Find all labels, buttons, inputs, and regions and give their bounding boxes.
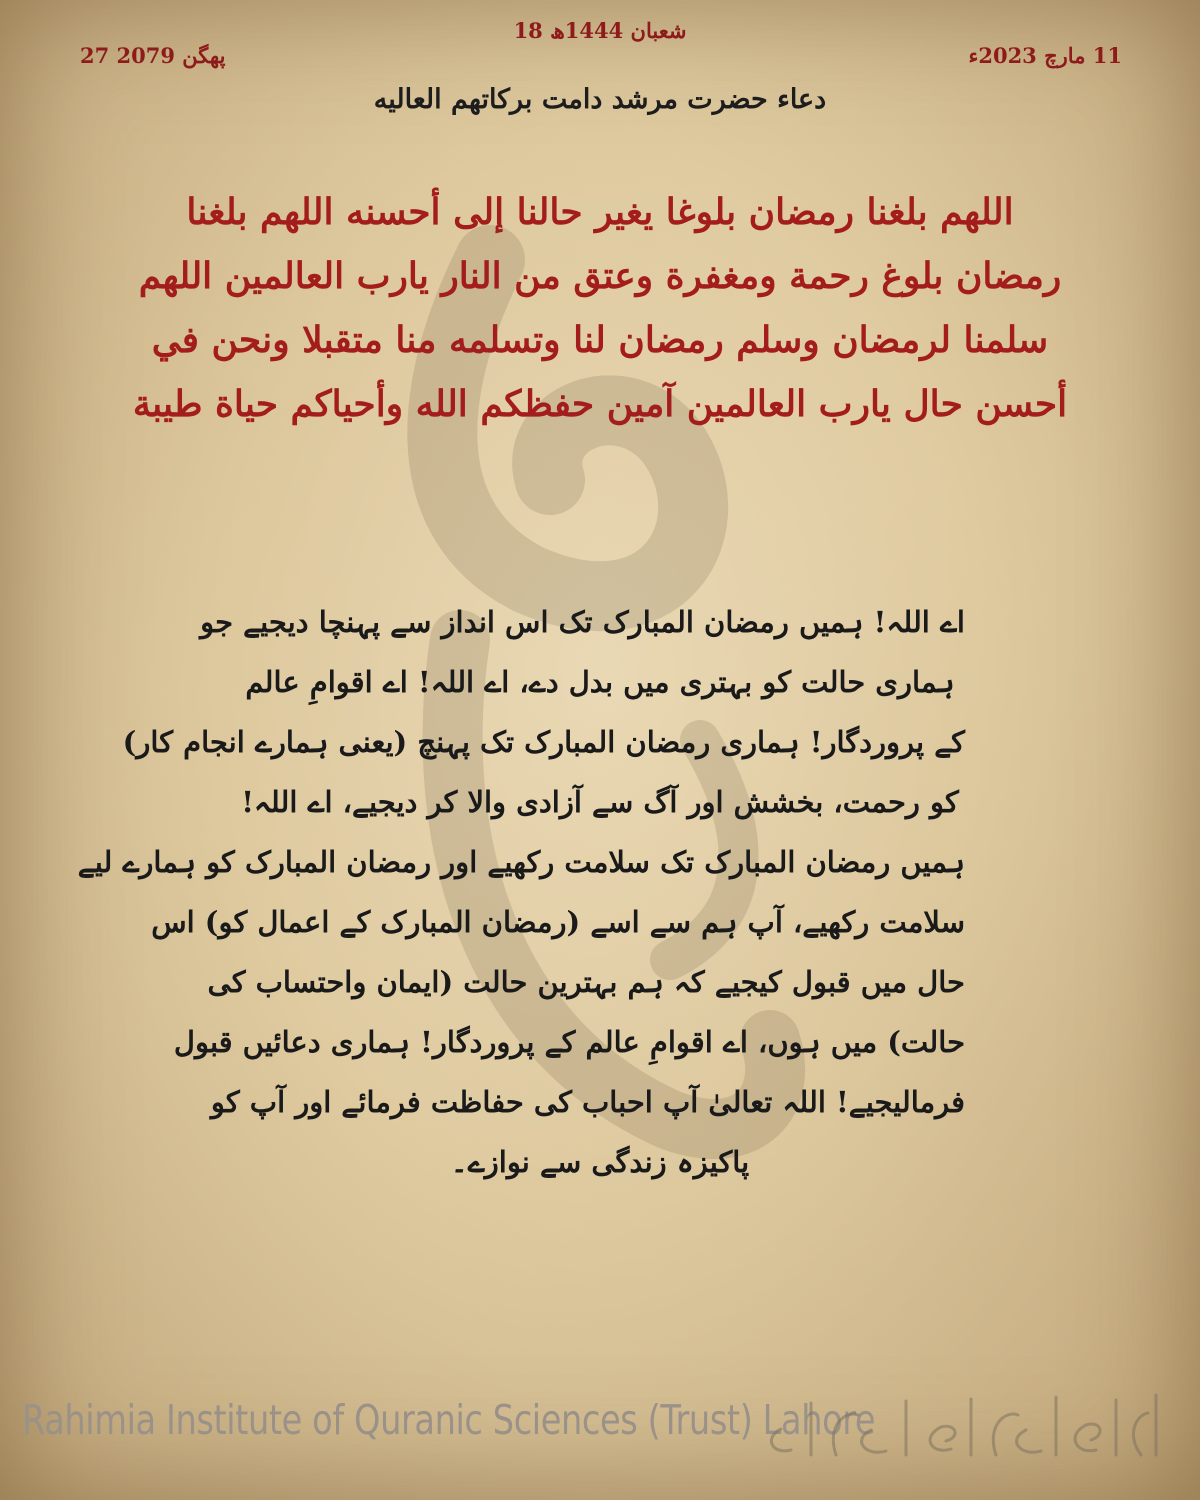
urdu-line: فرمالیجیے! اللہ تعالیٰ آپ احباب کی حفاظت فرمائے اور آپ کو: [210, 1085, 965, 1119]
urdu-line: ہمیں رمضان المبارک تک سلامت رکھیے اور رمضان المبارک کو ہمارے لیے: [77, 845, 965, 879]
arabic-line: أحسن حال يارب العالمين آمين حفظكم الله وأحياكم حياة طيبة: [132, 383, 1068, 425]
urdu-line: حال میں قبول کیجیے کہ ہم بہترین حالت (ایمان واحتساب کی: [207, 965, 965, 999]
gregorian-date: 11 مارچ 2023ء: [968, 43, 1122, 68]
urdu-line: پاکیزہ زندگی سے نوازے۔: [450, 1145, 750, 1179]
urdu-line: سلامت رکھیے، آپ ہم سے اسے (رمضان المبارک کے اعمال کو) اس: [151, 905, 965, 939]
urdu-line: حالت) میں ہوں، اے اقوامِ عالم کے پروردگار! ہماری دعائیں قبول: [173, 1025, 965, 1059]
hijri-date: 18 شعبان 1444ھ: [513, 18, 687, 43]
urdu-line: ہماری حالت کو بہتری میں بدل دے، اے اللہ! اے اقوامِ عالم: [245, 665, 955, 699]
arabic-dua: [95, 180, 1105, 436]
arabic-line: اللهم بلغنا رمضان بلوغا يغير حالنا إلى أحسنه اللهم بلغنا: [186, 191, 1014, 233]
arabic-line: رمضان بلوغ رحمة ومغفرة وعتق من النار يارب العالمين اللهم: [138, 255, 1062, 297]
institute-calligraphy-logo: [756, 1385, 1176, 1465]
urdu-line: اے اللہ! ہمیں رمضان المبارک تک اس انداز سے پہنچا دیجیے جو: [200, 605, 965, 639]
urdu-line: کو رحمت، بخشش اور آگ سے آزادی والا کر دیجیے، اے اللہ!: [241, 785, 959, 819]
arabic-line: سلمنا لرمضان وسلم رمضان لنا وتسلمه منا متقبلا ونحن في: [151, 319, 1049, 361]
bikrami-date: 27 پھگن 2079: [80, 43, 226, 68]
urdu-translation: [77, 592, 965, 1192]
dua-heading: دعاء حضرت مرشد دامت برکاتهم العالیه: [373, 84, 827, 115]
institute-name-english: Rahimia Institute of Quranic Sciences (Trust) Lahore: [22, 1396, 876, 1444]
urdu-line: کے پروردگار! ہماری رمضان المبارک تک پہنچ (یعنی ہمارے انجام کار): [122, 725, 965, 759]
